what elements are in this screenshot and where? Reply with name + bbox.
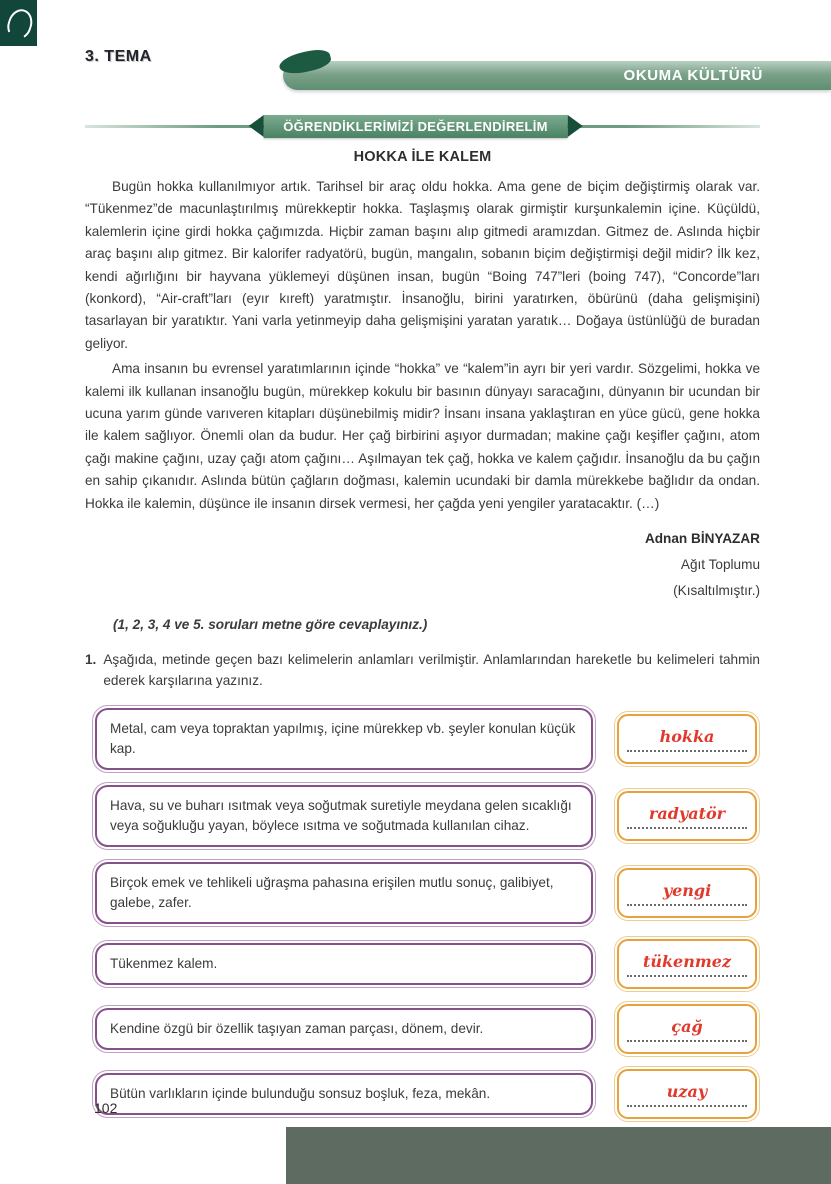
definition-box [95, 1008, 593, 1050]
reading-paragraph: Bugün hokka kullanılmıyor artık. Tarihsel bir araç oldu hokka. Ama gene de biçim değiştirmiş olarak var. “Tükenmez”de macunlaştırılmış mürekkeptir hokka. Taşlaşmış olarak girmiştir kurşunkalemin içine. Küçüldü, kalemlerin içine girdi hokka çağımızda. Hiçbir zaman başını alıp gitmedi aramızdan. Gitmez de. Aslında hiçbir araç başını alıp gitmez. Bir kalorifer radyatörü, bugün, mangalın, sobanın biçim değiştirmişi değil midir? İlk kez, kendi ağırlığını bir hayvana yüklemeyi düşünen insan, bugün “Boing 747”leri (boing 747), “Concorde”ları (konkord), “Air-craft”ları (eyır kıreft) yaratmıştır. İnsanoğlu, birini yaratırken, öbürünü (daha gelişmişini) tasarlayan bir yaratıktır. Yani varla yetinmeyip daha gelişmişini yaratan yaratık… Doğaya üstünlüğü de buradan geliyor. [85, 179, 760, 351]
answer-text: hokka [659, 726, 715, 746]
answer-text: radyatör [648, 803, 726, 823]
match-row [95, 785, 760, 847]
match-row [95, 862, 760, 924]
answer-box [617, 868, 757, 918]
question-number: 1. [85, 652, 97, 668]
answer-line [627, 881, 747, 906]
answer-box [617, 791, 757, 841]
instruction-text: (1, 2, 3, 4 ve 5. soruları metne göre cevaplayınız.) [113, 617, 428, 633]
answer-text: uzay [666, 1081, 708, 1101]
answer-line [627, 1017, 747, 1042]
work-title: Ağıt Toplumu [680, 557, 760, 573]
matching-exercise [85, 708, 760, 1119]
answer-line [627, 952, 747, 977]
header-banner-label: OKUMA KÜLTÜRÜ [623, 67, 763, 84]
question-text: Aşağıda, metinde geçen bazı kelimelerin anlamları verilmiştir. Anlamlarından hareketle bu kelimeleri tahmin ederek karşılarına yazınız. [103, 652, 760, 689]
match-row [95, 939, 760, 989]
answer-box [617, 1004, 757, 1054]
match-row [95, 708, 760, 770]
question-1 [85, 649, 760, 691]
answer-line [627, 727, 747, 752]
reading-paragraph: Ama insanın bu evrensel yaratımlarının içinde “hokka” ve “kalem”in ayrı bir yeri vardır. Sözgelimi, hokka ve kalemi ilk kullanan insanoğlu bugün, mürekkep kokulu bir basının dünyayı saracağını, dünyanın bir ucundan bir ucuna yarım günde varıveren kitapları düşünebilmiş midir? İnsanı insana yaklaştıran en yüce gücü, gene hokka ile kalem sağlıyor. Önemli olan da budur. Her çağ birbirini aşıyor durmadan; makine çağı keşifler çağını, atom çağı makine çağını, uzay çağı atom çağını… Aşılmayan tek çağ, hokka ve kalem çağıdır. İnsanoğlu da bu çağın en sahip çıkanıdır. Aslında bütün çağların doğması, kalemin ucundaki bir damla mürekkebe bağlıdır da ondan. Hokka ile kalemin, düşünce ile insanın dirsek vermesi, her çağda yeni yengiler yaratacaktır. (…) [85, 361, 760, 511]
author-block [85, 526, 760, 604]
tema-label: 3. TEMA [85, 48, 152, 65]
answer-text: çağ [671, 1016, 703, 1036]
definition-box [95, 708, 593, 770]
page-content [85, 147, 760, 1119]
definition-text: Tükenmez kalem. [110, 956, 218, 972]
answer-line [627, 1082, 747, 1107]
publisher-logo [0, 0, 37, 46]
abridged-note: (Kısaltılmıştır.) [673, 583, 760, 599]
answer-text: tükenmez [642, 951, 732, 971]
answer-box [617, 714, 757, 764]
author-name: Adnan BİNYAZAR [644, 531, 760, 547]
page-number: 102 [94, 1100, 118, 1116]
definition-box [95, 862, 593, 924]
answer-box [617, 939, 757, 989]
match-row [95, 1069, 760, 1119]
definition-box [95, 785, 593, 847]
answer-line [627, 804, 747, 829]
reading-title: HOKKA İLE KALEM [353, 149, 492, 165]
section-ribbon: ÖĞRENDİKLERİMİZİ DEĞERLENDİRELİM [263, 115, 568, 138]
definition-text: Hava, su ve buharı ısıtmak veya soğutmak suretiyle meydana gelen sıcaklığı veya soğukluğu yayan, böylece ısıtma ve soğutmada kullanılan cihaz. [110, 798, 572, 834]
definition-box [95, 943, 593, 985]
definition-box [95, 1073, 593, 1115]
answer-box [617, 1069, 757, 1119]
logo-mark-icon [4, 6, 36, 42]
definition-text: Kendine özgü bir özellik taşıyan zaman parçası, dönem, devir. [110, 1021, 484, 1037]
match-row [95, 1004, 760, 1054]
definition-text: Metal, cam veya topraktan yapılmış, içine mürekkep vb. şeyler konulan küçük kap. [110, 721, 576, 757]
definition-text: Bütün varlıkların içinde bulunduğu sonsuz boşluk, feza, mekân. [110, 1086, 491, 1102]
definition-text: Birçok emek ve tehlikeli uğraşma pahasına erişilen mutlu sonuç, galibiyet, galebe, zafer. [110, 875, 554, 911]
answer-text: yengi [662, 880, 712, 900]
footer-bar [286, 1127, 831, 1184]
header-banner [283, 61, 831, 90]
